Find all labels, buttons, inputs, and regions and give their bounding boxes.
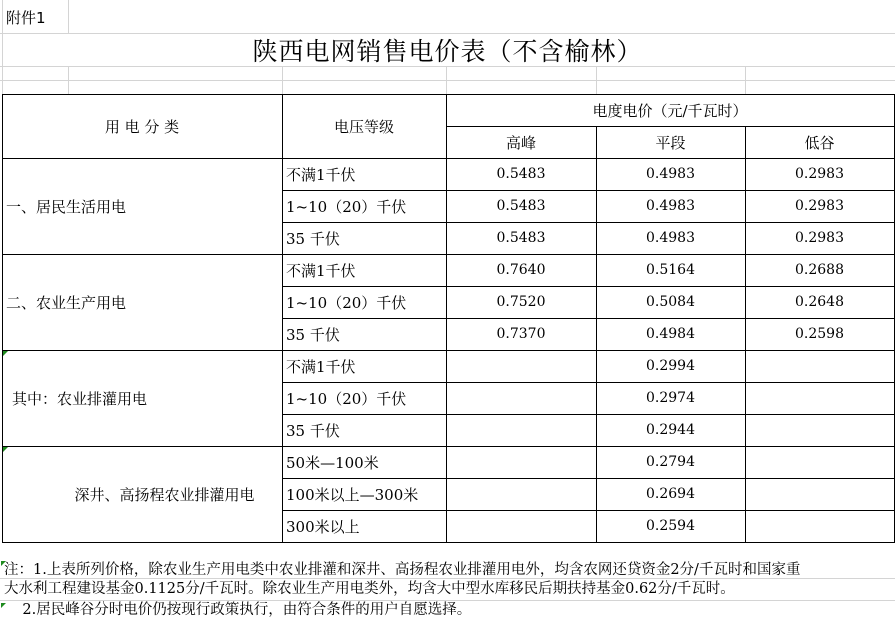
peak-price-cell: [446, 446, 596, 478]
header-price-group: 电度电价（元/千瓦时）: [592, 101, 748, 120]
flat-price-cell: 0.2794: [646, 454, 695, 470]
header-flat: 平段: [655, 133, 686, 152]
valley-price-cell: 0.2688: [795, 262, 844, 278]
voltage-cell: 35 千伏: [286, 325, 340, 344]
valley-price-cell: 0.2648: [795, 294, 844, 310]
header-peak: 高峰: [505, 133, 536, 152]
voltage-cell: 35 千伏: [286, 421, 340, 440]
flat-price-cell: 0.2694: [646, 486, 695, 502]
voltage-cell: 35 千伏: [286, 229, 340, 248]
category-irrigation: 其中：农业排灌用电: [12, 389, 148, 408]
flat-price-cell: 0.4984: [646, 326, 695, 342]
header-category: 用 电 分 类: [104, 117, 180, 136]
peak-price-cell: 0.5483: [496, 198, 546, 214]
peak-price-cell: [446, 414, 596, 446]
voltage-cell: 1~10（20）千伏: [286, 197, 407, 216]
peak-price-cell: [446, 382, 596, 414]
voltage-cell: 不满1千伏: [286, 165, 356, 184]
page-title: 陕西电网销售电价表（不含榆林）: [252, 37, 643, 66]
peak-price-cell: 0.7370: [496, 326, 546, 342]
note-line-2: 大水利工程建设基金0.1125分/千瓦时。除农业生产用电类外，均含大中型水库移民后期扶持基金0.62分/千瓦时。: [4, 581, 735, 597]
voltage-cell: 1~10（20）千伏: [286, 293, 407, 312]
peak-price-cell: 0.7520: [496, 294, 546, 310]
peak-price-cell: 0.5483: [496, 166, 546, 182]
flat-price-cell: 0.2974: [646, 390, 695, 406]
category-residential: 一、居民生活用电: [6, 197, 127, 216]
flat-price-cell: 0.4983: [646, 198, 695, 214]
voltage-cell: 50米—100米: [286, 453, 379, 472]
flat-price-cell: 0.2994: [646, 358, 695, 374]
voltage-cell: 1~10（20）千伏: [286, 389, 407, 408]
flat-price-cell: 0.4983: [646, 166, 695, 182]
voltage-cell: 100米以上—300米: [286, 485, 419, 504]
voltage-cell: 300米以上: [286, 517, 360, 536]
valley-price-cell: [745, 510, 894, 542]
attachment-label: 附件1: [6, 8, 46, 27]
valley-price-cell: [745, 478, 894, 510]
header-valley: 低谷: [804, 133, 835, 152]
voltage-cell: 不满1千伏: [286, 357, 356, 376]
flat-price-cell: 0.4983: [646, 230, 695, 246]
peak-price-cell: [446, 478, 596, 510]
voltage-cell: 不满1千伏: [286, 261, 356, 280]
valley-price-cell: [745, 446, 894, 478]
category-deep-well-irrigation: 深井、高扬程农业排灌用电: [74, 485, 255, 504]
peak-price-cell: 0.5483: [496, 230, 546, 246]
note-line-1: 注：1.上表所列价格，除农业生产用电类中农业排灌和深井、高扬程农业排灌用电外，均含农网还贷资金2分/千瓦时和国家重: [4, 562, 801, 578]
flat-price-cell: 0.2944: [646, 422, 695, 438]
valley-price-cell: [745, 414, 894, 446]
flat-price-cell: 0.2594: [646, 518, 695, 534]
header-voltage: 电压等级: [333, 117, 394, 136]
valley-price-cell: 0.2983: [795, 166, 844, 182]
valley-price-cell: 0.2598: [795, 326, 844, 342]
flat-price-cell: 0.5164: [646, 262, 695, 278]
valley-price-cell: 0.2983: [795, 230, 844, 246]
peak-price-cell: 0.7640: [496, 262, 546, 278]
valley-price-cell: 0.2983: [795, 198, 844, 214]
valley-price-cell: [745, 382, 894, 414]
peak-price-cell: [446, 350, 596, 382]
valley-price-cell: [745, 350, 894, 382]
flat-price-cell: 0.5084: [646, 294, 695, 310]
category-agriculture: 二、农业生产用电: [6, 293, 127, 312]
peak-price-cell: [446, 510, 596, 542]
note-line-3: 2.居民峰谷分时电价仍按现行政策执行，由符合条件的用户自愿选择。: [4, 602, 472, 618]
